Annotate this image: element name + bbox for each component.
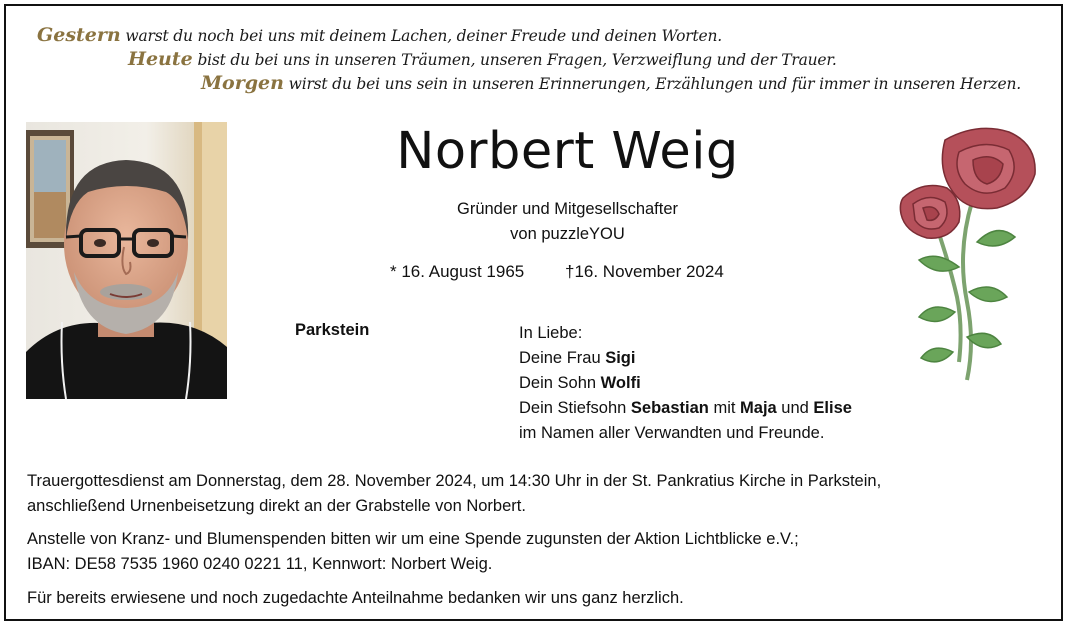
mourner-son [519,371,852,396]
donation-info [27,527,799,577]
mourner-wife-prefix: Deine Frau [519,349,606,367]
poem-line-3-text: wirst du bei uns sein in unseren Erinnerungen, Erzählungen und für immer in unseren Herzen. [283,75,1021,93]
mourner-grandchild-1: Maja [740,399,777,417]
service-line-1: Trauergottesdienst am Donnerstag, dem 28. November 2024, um 14:30 Uhr in der St. Pankratius Kirche in Parkstein, [27,472,882,490]
mourners-relatives: im Namen aller Verwandten und Freunde. [519,424,825,442]
mourners-list [519,321,852,446]
poem-lead-heute: Heute [128,48,193,70]
mourner-stepson-name: Sebastian [630,399,709,417]
poem-line-2-text: bist du bei uns in unseren Träumen, unseren Fragen, Verzweiflung und der Trauer. [192,51,837,69]
service-line-2: anschließend Urnenbeisetzung direkt an der Grabstelle von Norbert. [27,497,526,515]
poem-line-1-text: warst du noch bei uns mit deinem Lachen, deiner Freude und deinen Worten. [120,27,723,45]
service-info [27,469,881,519]
poem-lead-morgen: Morgen [201,72,284,94]
death-date: †16. November 2024 [565,262,724,281]
mourner-with: mit [708,399,741,417]
mourner-stepson [519,396,852,421]
deceased-name: Norbert Weig [396,122,739,181]
mourner-stepson-prefix: Dein Stiefsohn [519,399,631,417]
thanks-text: Für bereits erwiesene und noch zugedachte Anteilnahme bedanken wir uns ganz herzlich. [27,589,684,607]
mourner-son-prefix: Dein Sohn [519,374,601,392]
mourner-wife-name: Sigi [605,349,636,367]
rose-icon [897,122,1047,384]
mourner-grandchild-2: Elise [813,399,852,417]
poem-line-3 [201,72,1021,94]
role-line-1: Gründer und Mitgesellschafter [456,200,679,218]
donation-line-2: IBAN: DE58 7535 1960 0240 0221 11, Kennwort: Norbert Weig. [27,555,493,573]
portrait-photo [26,122,227,399]
rose-illustration [897,122,1047,384]
mourner-wife [519,346,852,371]
mourner-and: und [776,399,814,417]
place-name: Parkstein [295,321,370,339]
birth-date: * 16. August 1965 [390,262,525,281]
mourners-intro: In Liebe: [519,324,583,342]
donation-line-1: Anstelle von Kranz- und Blumenspenden bitten wir um eine Spende zugunsten der Aktion Lichtblicke e.V.; [27,530,799,548]
portrait-illustration [26,122,227,399]
role-line-2: von puzzleYOU [510,225,625,243]
poem-line-2 [128,48,837,70]
poem-line-1 [37,24,722,46]
mourner-son-name: Wolfi [600,374,641,392]
poem-lead-gestern: Gestern [37,24,121,46]
